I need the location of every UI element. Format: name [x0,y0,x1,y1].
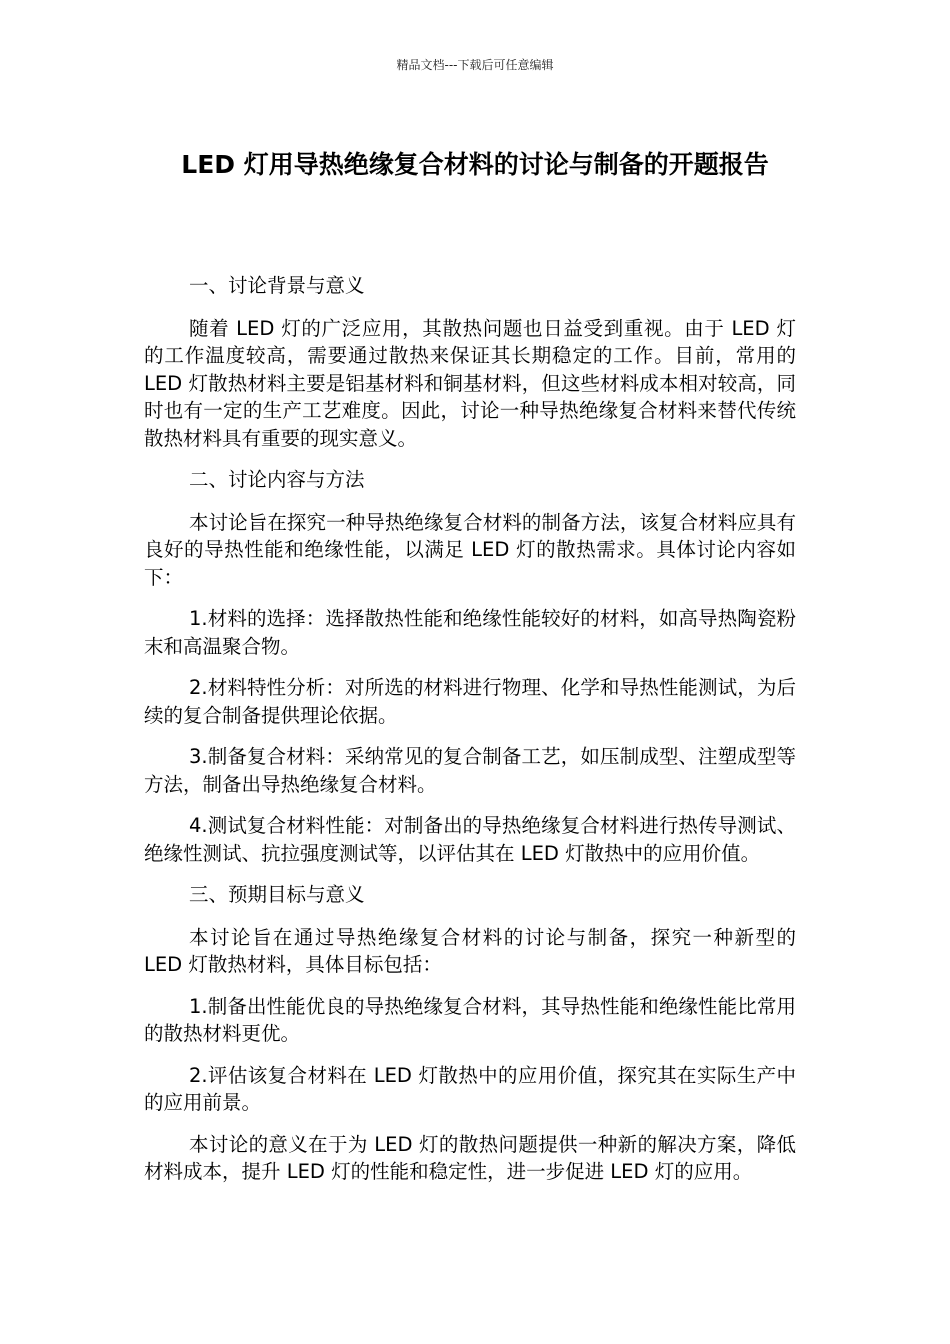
list-item: 2.材料特性分析：对所选的材料进行物理、化学和导热性能测试，为后续的复合制备提供理论依据。 [144,676,796,727]
list-item: 4.测试复合材料性能：对制备出的导热绝缘复合材料进行热传导测试、绝缘性测试、抗拉强度测试等，以评估其在 LED 灯散热中的应用价值。 [144,814,796,865]
paragraph: 本讨论的意义在于为 LED 灯的散热问题提供一种新的解决方案，降低材料成本，提升 LED 灯的性能和稳定性，进一步促进 LED 灯的应用。 [144,1132,796,1183]
section-heading: 三、预期目标与意义 [189,883,365,906]
list-item: 1.制备出性能优良的导热绝缘复合材料，其导热性能和绝缘性能比常用的散热材料更优。 [144,994,796,1045]
section-heading: 一、讨论背景与意义 [189,274,365,297]
section-goals [144,881,796,1186]
page-header: 精品文档---下载后可任意编辑 [396,58,554,72]
section-heading: 二、讨论内容与方法 [189,468,365,491]
section-content-method [144,466,796,867]
list-item: 2.评估该复合材料在 LED 灯散热中的应用价值，探究其在实际生产中的应用前景。 [144,1063,796,1114]
document-title: LED 灯用导热绝缘复合材料的讨论与制备的开题报告 [181,150,769,179]
paragraph: 随着 LED 灯的广泛应用，其散热问题也日益受到重视。由于 LED 灯的工作温度较高，需要通过散热来保证其长期稳定的工作。目前，常用的 LED 灯散热材料主要是铝基材料和铜基材料，但这些材料成本相对较高，同时也有一定的生产工艺难度。因此，讨论一种导热绝缘复合材料来替代传统散热材料具有重要的现实意义。 [144,316,796,450]
list-item: 3.制备复合材料：采纳常见的复合制备工艺，如压制成型、注塑成型等方法，制备出导热绝缘复合材料。 [144,745,796,796]
section-background [144,272,796,452]
paragraph: 本讨论旨在通过导热绝缘复合材料的讨论与制备，探究一种新型的 LED 灯散热材料，具体目标包括： [144,925,796,976]
document-body [144,272,796,1200]
list-item: 1.材料的选择：选择散热性能和绝缘性能较好的材料，如高导热陶瓷粉末和高温聚合物。 [144,607,796,658]
paragraph: 本讨论旨在探究一种导热绝缘复合材料的制备方法，该复合材料应具有良好的导热性能和绝缘性能，以满足 LED 灯的散热需求。具体讨论内容如下： [144,510,796,589]
